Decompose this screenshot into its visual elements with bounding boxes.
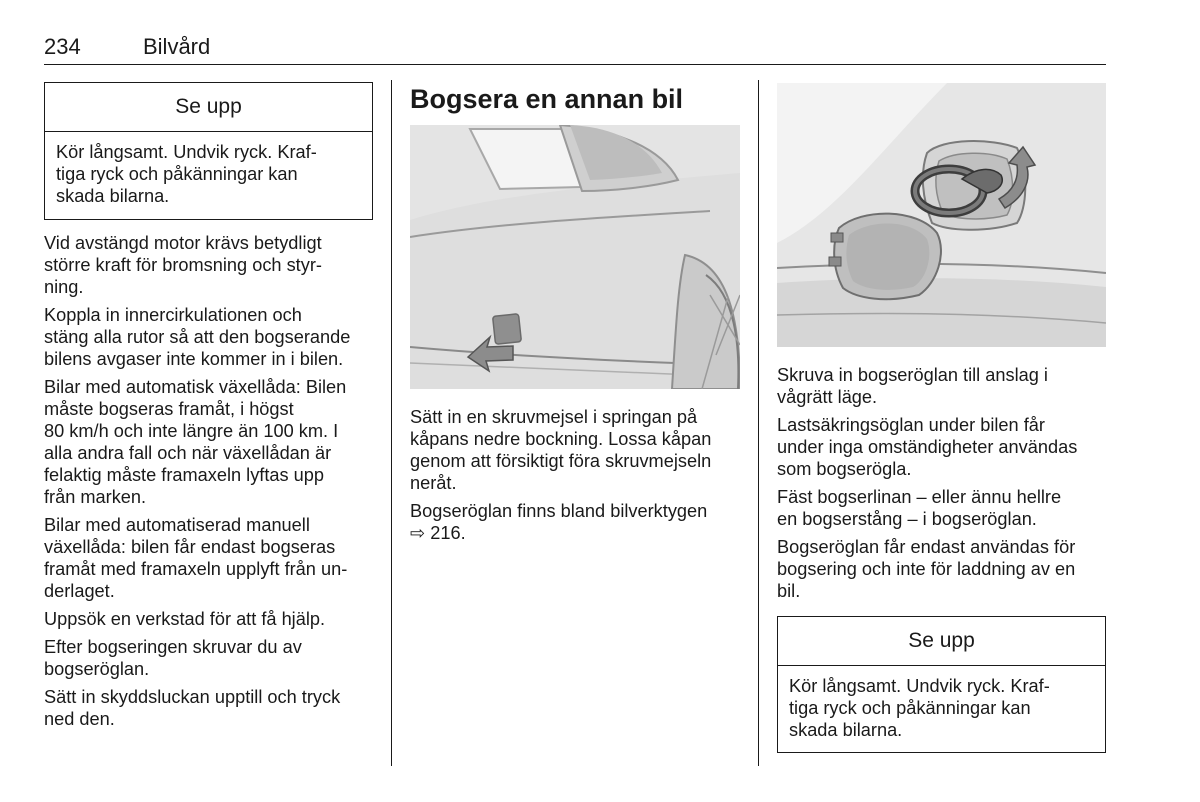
towing-eye-illustration	[777, 83, 1106, 347]
column-2-text	[410, 406, 745, 550]
rear-bumper-illustration	[410, 125, 740, 389]
section-title: Bilvård	[143, 34, 211, 59]
text-line: under inga omständigheter användas	[777, 437, 1078, 457]
paragraph	[44, 608, 374, 630]
text-line: genom att försiktigt föra skruvmejseln	[410, 451, 712, 471]
caution-body	[45, 132, 372, 217]
paragraph	[44, 514, 374, 602]
paragraph	[44, 686, 374, 730]
caution-line: skada bilarna.	[789, 720, 903, 740]
text-line: Skruva in bogseröglan till anslag i	[777, 365, 1048, 385]
column-divider-1	[391, 80, 392, 766]
paragraph	[410, 500, 745, 544]
text-line: som bogserögla.	[777, 459, 912, 479]
paragraph	[44, 304, 374, 370]
text-line: Bogseröglan finns bland bilverktygen	[410, 501, 708, 521]
paragraph	[777, 414, 1112, 480]
text-line: vågrätt läge.	[777, 387, 878, 407]
paragraph	[410, 406, 745, 494]
caution-line: Kör långsamt. Undvik ryck. Kraf-	[789, 676, 1050, 696]
text-line: Bilar med automatisk växellåda: Bilen	[44, 377, 347, 397]
text-line: bogseröglan.	[44, 659, 150, 679]
text-line: Sätt in skyddsluckan upptill och tryck	[44, 687, 341, 707]
paragraph	[44, 232, 374, 298]
text-line: Bogseröglan får endast användas för	[777, 537, 1076, 557]
page-reference-link[interactable]: ⇨ 216.	[410, 523, 466, 543]
text-line: kåpans nedre bockning. Lossa kåpan	[410, 429, 712, 449]
paragraph	[44, 636, 374, 680]
text-line: bogsering och inte för laddning av en	[777, 559, 1076, 579]
text-line: neråt.	[410, 473, 457, 493]
text-line: stäng alla rutor så att den bogserande	[44, 327, 351, 347]
text-line: felaktig måste framaxeln lyftas upp	[44, 465, 325, 485]
text-line: Vid avstängd motor krävs betydligt	[44, 233, 322, 253]
text-line: växellåda: bilen får endast bogseras	[44, 537, 336, 557]
text-line: Efter bogseringen skruvar du av	[44, 637, 302, 657]
text-line: större kraft för bromsning och styr-	[44, 255, 322, 275]
text-line: alla andra fall och när växellådan är	[44, 443, 332, 463]
text-line: ned den.	[44, 709, 115, 729]
text-line: en bogserstång – i bogseröglan.	[777, 509, 1037, 529]
towing-eye-drawing	[777, 83, 1106, 347]
text-line: Lastsäkringsöglan under bilen får	[777, 415, 1045, 435]
text-line: ning.	[44, 277, 84, 297]
caution-box-2	[777, 616, 1106, 753]
text-line: Fäst bogserlinan – eller ännu hellre	[777, 487, 1062, 507]
paragraph	[777, 364, 1112, 408]
text-line: Uppsök en verkstad för att få hjälp.	[44, 609, 326, 629]
paragraph	[777, 536, 1112, 602]
caution-title: Se upp	[778, 617, 1105, 666]
caution-line: tiga ryck och påkänningar kan	[56, 164, 298, 184]
text-line: Sätt in en skruvmejsel i springan på	[410, 407, 698, 427]
text-line: 80 km/h och inte längre än 100 km. I	[44, 421, 339, 441]
section-heading: Bogsera en annan bil	[410, 84, 684, 114]
caution-line: tiga ryck och påkänningar kan	[789, 698, 1031, 718]
column-3-text	[777, 364, 1112, 608]
caution-title: Se upp	[45, 83, 372, 132]
text-line: bil.	[777, 581, 801, 601]
text-line: måste bogseras framåt, i högst	[44, 399, 294, 419]
paragraph	[44, 376, 374, 508]
page-number: 234	[44, 34, 81, 59]
column-1	[44, 82, 374, 736]
caution-line: Kör långsamt. Undvik ryck. Kraf-	[56, 142, 317, 162]
text-line: från marken.	[44, 487, 147, 507]
text-line: framåt med framaxeln upplyft från un-	[44, 559, 348, 579]
caution-line: skada bilarna.	[56, 186, 170, 206]
text-line: Bilar med automatiserad manuell	[44, 515, 310, 535]
text-line: bilens avgaser inte kommer in i bilen.	[44, 349, 344, 369]
caution-box	[44, 82, 373, 220]
caution-body	[778, 666, 1105, 751]
text-line: Koppla in innercirkulationen och	[44, 305, 302, 325]
rear-bumper-drawing	[410, 125, 740, 389]
paragraph	[777, 486, 1112, 530]
header-rule	[44, 64, 1106, 65]
text-line: derlaget.	[44, 581, 115, 601]
column-divider-2	[758, 80, 759, 766]
